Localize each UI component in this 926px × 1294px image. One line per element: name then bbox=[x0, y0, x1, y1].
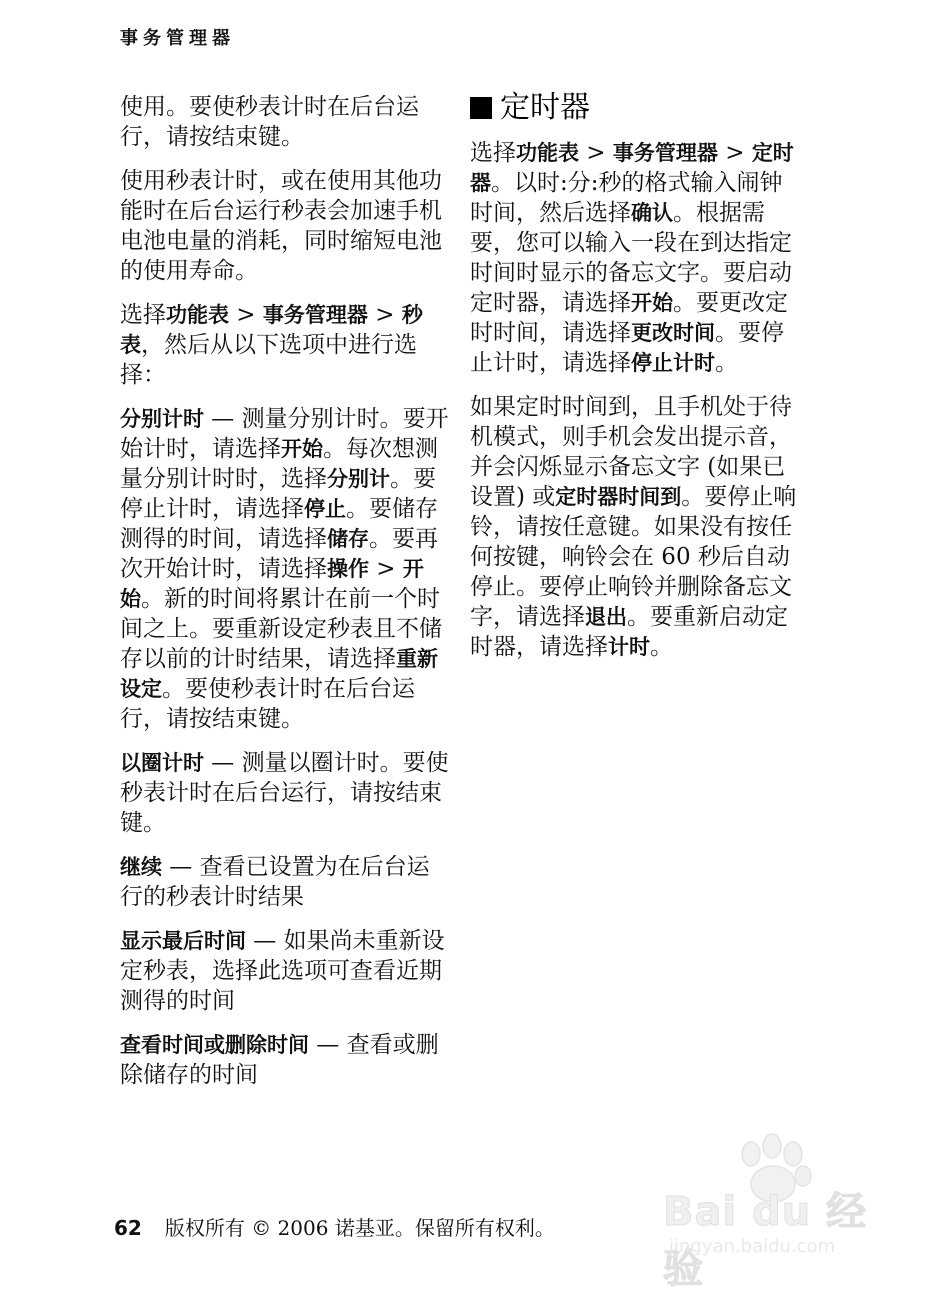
option-term: 开始 bbox=[281, 437, 323, 461]
option-term: 停止 bbox=[304, 497, 346, 521]
section-title: 定时器 bbox=[470, 88, 802, 128]
paragraph: 使用秒表计时，或在使用其他功能时在后台运行秒表会加速手机电池电量的消耗，同时缩短电池的使用寿命。 bbox=[120, 168, 442, 284]
option-term: 以圈计时 bbox=[120, 751, 204, 775]
menu-path-term: 事务管理器 bbox=[262, 303, 368, 327]
option-term: 分别计 bbox=[327, 467, 390, 491]
copyright-notice: 版权所有 © 2006 诺基亚。保留所有权利。 bbox=[164, 1216, 555, 1240]
option-term: 分别计时 bbox=[120, 407, 204, 431]
paragraph: 选择功能表 > 事务管理器 > 秒表，然后从以下选项中进行选择： bbox=[120, 302, 423, 388]
option-term: 查看时间或删除时间 bbox=[120, 1033, 309, 1057]
menu-path-term: 定时器 bbox=[470, 141, 794, 195]
menu-path-term: 功能表 bbox=[166, 303, 229, 327]
paragraph: 如果定时时间到，且手机处于待机模式，则手机会发出提示音，并会闪烁显示备忘文字 (如果已设置) 或定时器时间到。要停止响铃，请按任意键。如果没有按任何按键，响铃会在 60 秒后自动停止。要停止响铃并删除备忘文字，请选择退出。要重新启动定时器，请选择计时。 bbox=[470, 394, 797, 660]
option-term: 更改时间 bbox=[631, 321, 715, 345]
option-term: 确认 bbox=[631, 201, 673, 225]
option-term: 操作 bbox=[327, 557, 369, 581]
option-term: 重新设定 bbox=[120, 647, 438, 701]
paragraph: 选择功能表 > 事务管理器 > 定时器。以时:分:秒的格式输入闹钟时间，然后选择确认。根据需要，您可以输入一段在到达指定时间时显示的备忘文字。要启动定时器，请选择开始。要更改定时时间，请选择更改时间。要停止计时，请选择停止计时。 bbox=[470, 140, 794, 376]
option-term: 计时 bbox=[608, 635, 650, 659]
menu-path-term: 功能表 bbox=[516, 141, 579, 165]
option-term: 开始 bbox=[120, 557, 424, 611]
option-description: 继续 — 查看已设置为在后台运行的秒表计时结果 bbox=[120, 854, 430, 910]
left-column bbox=[120, 88, 450, 1104]
menu-path-term: 秒表 bbox=[120, 303, 423, 357]
menu-path-term: 事务管理器 bbox=[612, 141, 718, 165]
square-bullet-icon bbox=[470, 97, 492, 119]
option-description: 分别计时 — 测量分别计时。要开始计时，请选择开始。每次想测量分别计时时，选择分别计。要停止计时，请选择停止。要储存测得的时间，请选择储存。要再次开始计时，请选择操作 > 开始。新的时间将累计在前一个时间之上。要重新设定秒表且不储存以前的计时结果，请选择重新设定。要使秒表计时在后台运行，请按结束键。 bbox=[120, 406, 449, 732]
option-description: 以圈计时 — 测量以圈计时。要使秒表计时在后台运行，请按结束键。 bbox=[120, 750, 449, 836]
running-head: 事务管理器 bbox=[120, 28, 235, 49]
option-term: 显示最后时间 bbox=[120, 929, 246, 953]
baidu-watermark bbox=[655, 1132, 905, 1292]
option-term: 停止计时 bbox=[631, 351, 715, 375]
watermark-url: jingyan.baidu.com bbox=[669, 1236, 836, 1257]
right-column bbox=[470, 88, 802, 676]
page-footer bbox=[114, 1212, 555, 1241]
option-term: 继续 bbox=[120, 855, 162, 879]
option-term: 定时器时间到 bbox=[555, 485, 682, 509]
watermark-logo-text: Bai du 经验 bbox=[663, 1189, 868, 1292]
paragraph: 使用。要使秒表计时在后台运行，请按结束键。 bbox=[120, 94, 419, 150]
option-term: 退出 bbox=[585, 605, 627, 629]
option-term: 开始 bbox=[631, 291, 673, 315]
option-description: 查看时间或删除时间 — 查看或删除储存的时间 bbox=[120, 1032, 439, 1088]
option-description: 显示最后时间 — 如果尚未重新设定秒表，选择此选项可查看近期测得的时间 bbox=[120, 928, 445, 1014]
option-term: 储存 bbox=[327, 527, 369, 551]
page-number: 62 bbox=[114, 1216, 142, 1240]
